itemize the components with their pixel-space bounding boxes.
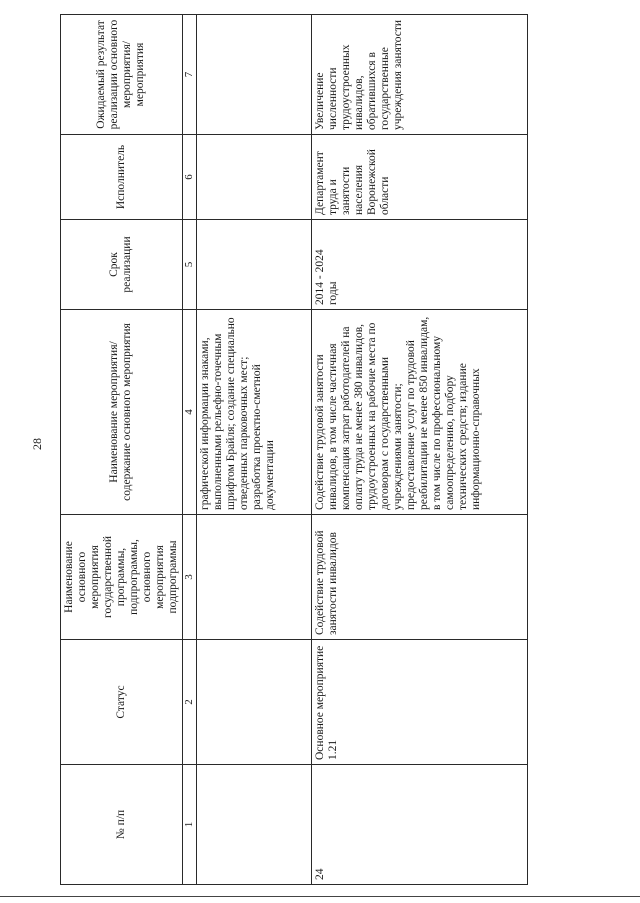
column-number: 4 <box>182 310 196 515</box>
plan-table <box>60 14 528 885</box>
page-number: 28 <box>30 438 44 450</box>
column-number: 6 <box>182 135 196 220</box>
column-number-row <box>182 15 196 885</box>
rotated-document <box>60 15 528 885</box>
header-num: № п/п <box>61 765 183 885</box>
column-number: 2 <box>182 640 196 765</box>
cell-status <box>196 640 311 765</box>
cell-executor: Департамент труда и занятости населения Воронежской области <box>311 135 527 220</box>
header-executor: Исполнитель <box>61 135 183 220</box>
cell-program-name <box>196 515 311 640</box>
column-number: 3 <box>182 515 196 640</box>
cell-program-name: Содействие трудовой занятости инвалидов <box>311 515 527 640</box>
table-row-24 <box>311 15 527 885</box>
cell-period <box>196 220 311 310</box>
column-number: 1 <box>182 765 196 885</box>
column-number: 5 <box>182 220 196 310</box>
table-row-continuation <box>196 15 311 885</box>
header-row <box>61 15 183 885</box>
cell-status: Основное мероприятие 1.21 <box>311 640 527 765</box>
header-program-name: Наименование основного мероприятия государственной программы, подпрограммы, основного мероприятия подпрограммы <box>61 515 183 640</box>
header-expected-result: Ожидаемый результат реализации основного мероприятия/мероприятия <box>61 15 183 135</box>
column-number: 7 <box>182 15 196 135</box>
cell-executor <box>196 135 311 220</box>
cell-expected-result: Увеличение численности трудоустроенных инвалидов, обратившихся в государственные учреждения занятости <box>311 15 527 135</box>
header-activity-content: Наименование мероприятия/содержание основного мероприятия <box>61 310 183 515</box>
cell-activity-content: графической информации знаками, выполненными рельефно-точечным шрифтом Брайля; создание специально отведенных парковочных мест; разработка проектно-сметной документации <box>196 310 311 515</box>
cell-period: 2014 - 2024 годы <box>311 220 527 310</box>
cell-expected-result <box>196 15 311 135</box>
cell-num <box>196 765 311 885</box>
cell-activity-content: Содействие трудовой занятости инвалидов, в том числе частичная компенсация затрат работодателей на оплату труда не менее 380 инвалидов, трудоустроенных на рабочие места по договорам с государственными учреждениями занятости; предоставление услуг по трудовой реабилитации не менее 850 инвалидам, в том числе по профессиональному самоопределению, подбору технических средств; издание информационно-справочных <box>311 310 527 515</box>
cell-num: 24 <box>311 765 527 885</box>
scan-edge-line <box>0 896 640 897</box>
header-status: Статус <box>61 640 183 765</box>
header-period: Срок реализации <box>61 220 183 310</box>
